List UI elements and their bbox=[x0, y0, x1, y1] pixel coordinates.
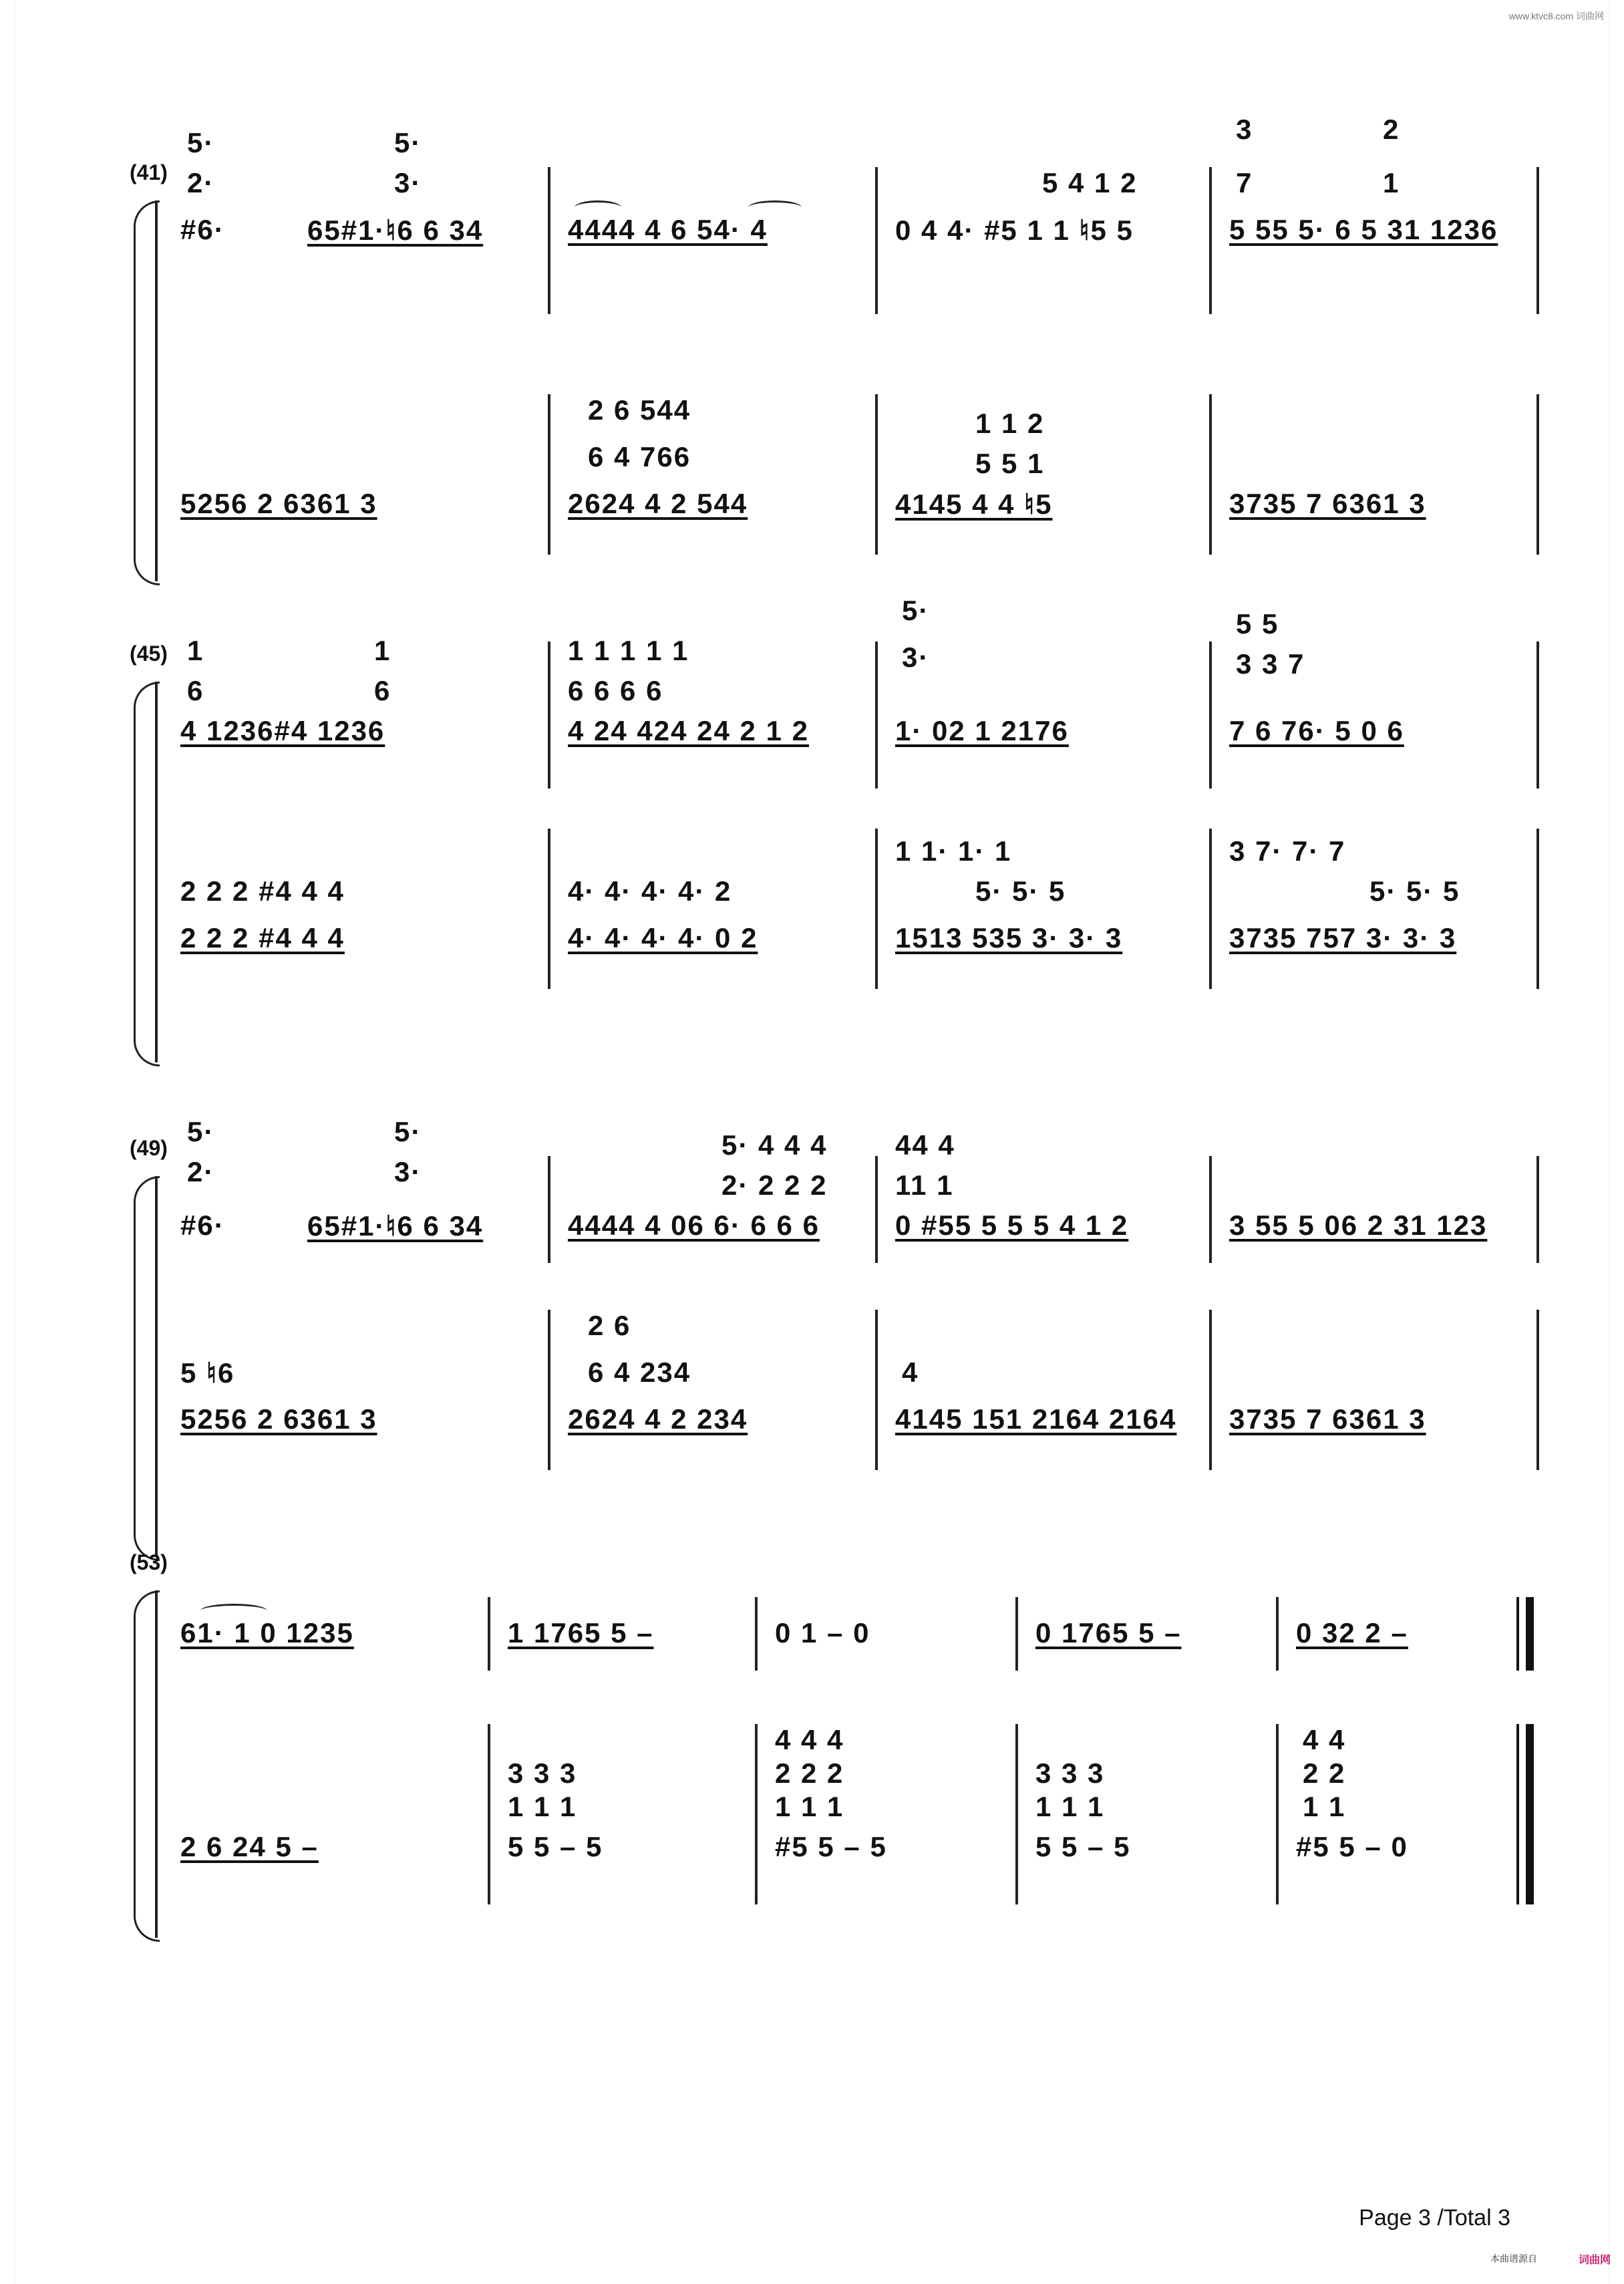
treble-top-row: 5· bbox=[394, 127, 422, 158]
bass-mid-row: 1 1 1 bbox=[775, 1791, 844, 1822]
barline bbox=[1209, 1156, 1212, 1263]
barline bbox=[548, 394, 550, 555]
treble-mid-row: 3· bbox=[394, 167, 422, 198]
barline bbox=[875, 641, 878, 789]
system-line bbox=[155, 200, 158, 581]
barline bbox=[755, 1597, 758, 1671]
page-indicator: Page 3 /Total 3 bbox=[1359, 2205, 1510, 2231]
barline bbox=[1536, 1156, 1539, 1263]
treble-mid-row: 6 bbox=[374, 675, 391, 706]
bass-staff bbox=[174, 1310, 1510, 1497]
treble-notes: 4 24 424 24 2 1 2 bbox=[568, 715, 809, 746]
treble-notes: 0 1765 5 – bbox=[1035, 1617, 1182, 1649]
treble-top-row: 1 1 1 1 1 bbox=[568, 635, 689, 666]
bass-staff bbox=[174, 394, 1510, 581]
bass-notes: #5 5 – 5 bbox=[775, 1831, 887, 1862]
treble-notes: 0 #55 5 5 5 4 1 2 bbox=[895, 1209, 1129, 1241]
bass-notes: 3735 757 3· 3· 3 bbox=[1229, 922, 1457, 954]
treble-mid-row: 5 4 1 2 bbox=[1042, 167, 1138, 198]
bass-mid-row: 6 4 234 bbox=[588, 1357, 691, 1388]
measure-number: (45) bbox=[130, 641, 168, 666]
barline bbox=[1536, 829, 1539, 989]
measure-number: (53) bbox=[130, 1550, 168, 1574]
barline bbox=[1015, 1724, 1018, 1904]
treble-notes: 61· 1 0 1235 bbox=[180, 1617, 354, 1649]
watermark-top: www.ktvc8.com 词曲网 bbox=[1508, 11, 1604, 21]
barline bbox=[1015, 1597, 1018, 1671]
bass-notes: 5256 2 6361 3 bbox=[180, 1403, 377, 1435]
treble-notes: 0 32 2 – bbox=[1296, 1617, 1408, 1649]
bass-mid-row: 5 5 1 bbox=[975, 448, 1045, 479]
barline bbox=[875, 167, 878, 314]
barline bbox=[1536, 167, 1539, 314]
treble-notes: 4 1236#4 1236 bbox=[180, 715, 385, 746]
barline bbox=[1209, 167, 1212, 314]
footer-site-logo: 词曲网 bbox=[1578, 2255, 1611, 2266]
treble-notes: 0 4 4· #5 1 1 ♮5 5 bbox=[895, 215, 1134, 246]
treble-mid-row: 2· bbox=[187, 1156, 215, 1187]
bass-upper-row: 3 3 3 bbox=[1035, 1757, 1105, 1789]
barline bbox=[488, 1724, 490, 1904]
treble-notes: 3 55 5 06 2 31 123 bbox=[1229, 1209, 1488, 1241]
treble-mid-row: 3· bbox=[902, 641, 930, 673]
barline bbox=[1536, 394, 1539, 555]
bass-upper-row: 2 6 544 bbox=[588, 394, 691, 426]
slur bbox=[575, 200, 621, 215]
barline bbox=[1536, 1310, 1539, 1470]
treble-top-row: 3 bbox=[1236, 114, 1253, 145]
treble-staff bbox=[174, 595, 1510, 815]
treble-mid-row: 2· 2 2 2 bbox=[721, 1169, 828, 1201]
final-barline-thick bbox=[1526, 1724, 1534, 1904]
treble-top-row: 5· bbox=[187, 127, 215, 158]
bass-mid-row: 4 bbox=[902, 1357, 919, 1388]
bass-upper-row: 2 2 2 #4 4 4 bbox=[180, 875, 345, 907]
treble-top-row: 2 bbox=[1383, 114, 1400, 145]
treble-notes: 4444 4 6 54· 4 bbox=[568, 214, 768, 245]
bass-notes: 5 5 – 5 bbox=[508, 1831, 603, 1862]
treble-top-row: 1 bbox=[187, 635, 204, 666]
bass-mid-row: 5· 5· 5 bbox=[1369, 875, 1460, 907]
treble-notes: 65#1·♮6 6 34 bbox=[307, 1210, 484, 1242]
bass-notes: 4145 151 2164 2164 bbox=[895, 1403, 1177, 1435]
treble-notes: #6· bbox=[180, 1209, 225, 1241]
treble-notes: #6· bbox=[180, 214, 225, 245]
bass-mid-row: 1 1 bbox=[1303, 1791, 1346, 1822]
bass-upper-row: 2 6 bbox=[588, 1310, 631, 1341]
bass-top-row: 4 4 4 bbox=[775, 1724, 844, 1755]
bass-mid-row: 5· 5· 5 bbox=[975, 875, 1066, 907]
bass-notes: 4· 4· 4· 4· 0 2 bbox=[568, 922, 758, 954]
barline bbox=[1276, 1724, 1279, 1904]
treble-top-row: 5· bbox=[902, 595, 930, 626]
bass-upper-row: 1 1· 1· 1 bbox=[895, 835, 1012, 867]
score-system-41 bbox=[120, 80, 1510, 521]
bass-upper-row: 2 2 bbox=[1303, 1757, 1346, 1789]
bass-mid-row: 6 4 766 bbox=[588, 441, 691, 472]
bass-notes: #5 5 – 0 bbox=[1296, 1831, 1408, 1862]
bass-notes: 2 6 24 5 – bbox=[180, 1831, 319, 1862]
barline bbox=[875, 829, 878, 989]
bass-upper-row: 1 1 2 bbox=[975, 408, 1045, 439]
measure-number: (49) bbox=[130, 1136, 168, 1160]
bass-staff bbox=[174, 1724, 1510, 1931]
left-margin-pattern bbox=[0, 0, 15, 2284]
barline bbox=[1536, 641, 1539, 789]
barline bbox=[1209, 1310, 1212, 1470]
bass-mid-row: 1 1 1 bbox=[508, 1791, 577, 1822]
barline bbox=[548, 641, 550, 789]
treble-staff bbox=[174, 1597, 1510, 1697]
treble-notes: 7 6 76· 5 0 6 bbox=[1229, 715, 1404, 746]
treble-staff bbox=[174, 114, 1510, 341]
bass-notes: 5 5 – 5 bbox=[1035, 1831, 1131, 1862]
treble-notes: 1 1765 5 – bbox=[508, 1617, 654, 1649]
treble-notes: 1· 02 1 2176 bbox=[895, 715, 1069, 746]
treble-mid-row: 3· bbox=[394, 1156, 422, 1187]
barline bbox=[875, 1156, 878, 1263]
barline bbox=[1276, 1597, 1279, 1671]
treble-mid-row: 6 bbox=[187, 675, 204, 706]
bass-notes: 3735 7 6361 3 bbox=[1229, 488, 1426, 519]
system-line bbox=[155, 1590, 158, 1938]
treble-top-row: 1 bbox=[374, 635, 391, 666]
bass-top-row: 4 4 bbox=[1303, 1724, 1346, 1755]
bass-upper-row: 4· 4· 4· 4· 2 bbox=[568, 875, 732, 907]
bass-notes: 1513 535 3· 3· 3 bbox=[895, 922, 1123, 954]
barline bbox=[1209, 829, 1212, 989]
bass-staff bbox=[174, 829, 1510, 1016]
final-barline-thin bbox=[1516, 1597, 1519, 1671]
measure-number: (41) bbox=[130, 160, 168, 184]
bass-notes: 5256 2 6361 3 bbox=[180, 488, 377, 519]
barline bbox=[875, 1310, 878, 1470]
barline bbox=[755, 1724, 758, 1904]
barline bbox=[548, 1156, 550, 1263]
barline bbox=[548, 829, 550, 989]
treble-staff bbox=[174, 1116, 1510, 1290]
final-barline-thick bbox=[1526, 1597, 1534, 1671]
barline bbox=[548, 1310, 550, 1470]
barline bbox=[488, 1597, 490, 1671]
footer-source-text: 本曲谱源自 bbox=[1490, 2253, 1537, 2264]
bass-upper-row: 3 7· 7· 7 bbox=[1229, 835, 1346, 867]
final-barline-thin bbox=[1516, 1724, 1519, 1904]
bass-upper-row: 3 3 3 bbox=[508, 1757, 577, 1789]
treble-notes: 0 1 – 0 bbox=[775, 1617, 870, 1649]
treble-notes: 65#1·♮6 6 34 bbox=[307, 215, 484, 246]
barline bbox=[548, 167, 550, 314]
treble-top-row: 5· 4 4 4 bbox=[721, 1129, 828, 1161]
score-system-53 bbox=[120, 1537, 1510, 1911]
score-system-49 bbox=[120, 1029, 1510, 1470]
system-line bbox=[155, 1176, 158, 1557]
treble-top-row: 44 4 bbox=[895, 1129, 955, 1161]
slur bbox=[200, 1604, 267, 1618]
treble-notes: 4444 4 06 6· 6 6 6 bbox=[568, 1209, 820, 1241]
bass-notes: 3735 7 6361 3 bbox=[1229, 1403, 1426, 1435]
bass-notes: 4145 4 4 ♮5 bbox=[895, 488, 1053, 520]
treble-mid-row: 6 6 6 6 bbox=[568, 675, 663, 706]
treble-top-row: 5 5 bbox=[1236, 608, 1279, 639]
slur bbox=[748, 200, 802, 215]
bass-upper-row: 2 2 2 bbox=[775, 1757, 844, 1789]
score-system-45 bbox=[120, 595, 1510, 1042]
barline bbox=[1209, 394, 1212, 555]
treble-top-row: 5· bbox=[394, 1116, 422, 1147]
bass-mid-row: 1 1 1 bbox=[1035, 1791, 1105, 1822]
bass-notes: 2624 4 2 234 bbox=[568, 1403, 748, 1435]
treble-mid-row: 11 1 bbox=[895, 1169, 954, 1201]
system-line bbox=[155, 682, 158, 1062]
bass-notes: 2624 4 2 544 bbox=[568, 488, 748, 519]
treble-mid-row: 7 bbox=[1236, 167, 1253, 198]
barline bbox=[1209, 641, 1212, 789]
bass-notes: 2 2 2 #4 4 4 bbox=[180, 922, 345, 954]
barline bbox=[875, 394, 878, 555]
treble-top-row: 5· bbox=[187, 1116, 215, 1147]
treble-mid-row: 2· bbox=[187, 167, 215, 198]
treble-notes: 5 55 5· 6 5 31 1236 bbox=[1229, 214, 1498, 245]
treble-mid-row: 3 3 7 bbox=[1236, 648, 1305, 680]
right-margin-pattern bbox=[1609, 0, 1624, 2284]
bass-mid-row: 5 ♮6 bbox=[180, 1357, 235, 1389]
treble-mid-row: 1 bbox=[1383, 167, 1400, 198]
